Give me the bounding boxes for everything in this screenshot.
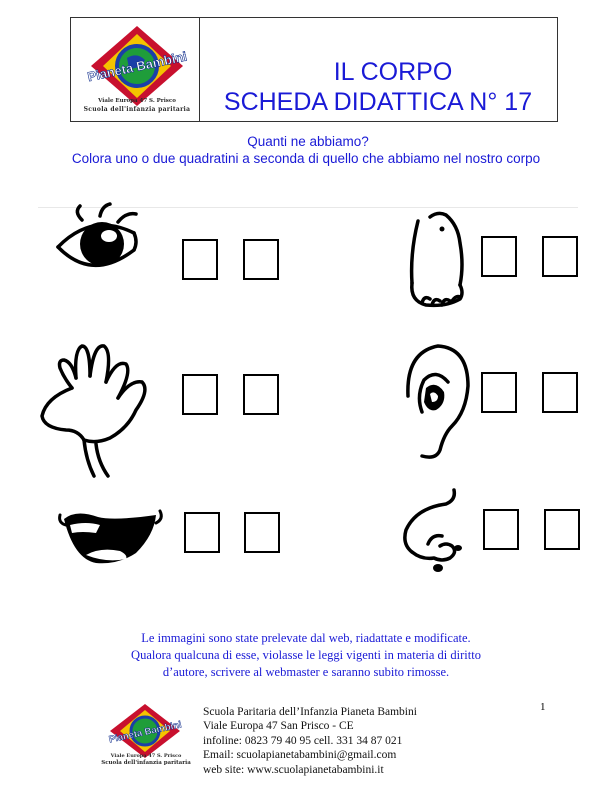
foot-icon <box>400 203 470 315</box>
footer-logo-caption-bottom: Scuola dell'infanzia paritaria <box>101 760 191 766</box>
disclaimer-line-2: Qualora qualcuna di esse, violasse le leggi vigenti in materia di diritto <box>131 648 481 662</box>
disclaimer-line-1: Le immagini sono state prelevate dal web, riadattate e modificate. <box>141 631 471 645</box>
checkbox-nose-2[interactable] <box>544 509 580 550</box>
footer-website[interactable]: web site: www.scuolapianetabambini.it <box>203 763 384 776</box>
checkbox-hand-1[interactable] <box>182 374 218 415</box>
nose-icon <box>398 486 470 576</box>
page-number: 1 <box>540 701 546 713</box>
checkbox-eye-1[interactable] <box>182 239 218 280</box>
checkbox-nose-1[interactable] <box>483 509 519 550</box>
logo-caption-top: Viale Europa 47 S. Prisco <box>98 98 176 104</box>
checkbox-hand-2[interactable] <box>243 374 279 415</box>
eye-icon <box>52 200 157 285</box>
footer-school-name: Scuola Paritaria dell’Infanzia Pianeta Bambini <box>203 706 417 718</box>
footer-logo-caption-top: Viale Europa 47 S. Prisco <box>110 753 182 759</box>
page-title: IL CORPO <box>333 58 453 86</box>
checkbox-foot-2[interactable] <box>542 236 578 277</box>
mouth-icon <box>56 505 166 570</box>
footer-address: Viale Europa 47 San Prisco - CE <box>203 720 354 733</box>
checkbox-foot-1[interactable] <box>481 236 517 277</box>
page-subtitle: SCHEDA DIDATTICA N° 17 <box>223 88 533 116</box>
task-text: Colora uno o due quadratini a seconda di quello che abbiamo nel nostro corpo <box>71 151 541 166</box>
svg-text:Pianeta Bambini: Pianeta Bambini <box>86 48 189 85</box>
checkbox-eye-2[interactable] <box>243 239 279 280</box>
footer-phone: infoline: 0823 79 40 95 cell. 331 34 87 021 <box>203 734 403 747</box>
checkbox-mouth-1[interactable] <box>184 512 220 553</box>
checkbox-ear-1[interactable] <box>481 372 517 413</box>
question-text: Quanti ne abbiamo? <box>247 134 369 149</box>
disclaimer-line-3: d’autore, scrivere al webmaster e saranno subito rimosse. <box>162 665 450 679</box>
logo-caption-bottom: Scuola dell'infanzia paritaria <box>83 106 191 113</box>
checkbox-ear-2[interactable] <box>542 372 578 413</box>
ear-icon <box>402 340 474 462</box>
header-box <box>70 17 558 122</box>
checkbox-mouth-2[interactable] <box>244 512 280 553</box>
footer-contact-block <box>203 705 417 777</box>
hand-icon <box>38 338 158 483</box>
footer-email[interactable]: Email: scuolapianetabambini@gmail.com <box>203 749 397 762</box>
svg-text:Pianeta Bambini: Pianeta Bambini <box>108 719 183 746</box>
